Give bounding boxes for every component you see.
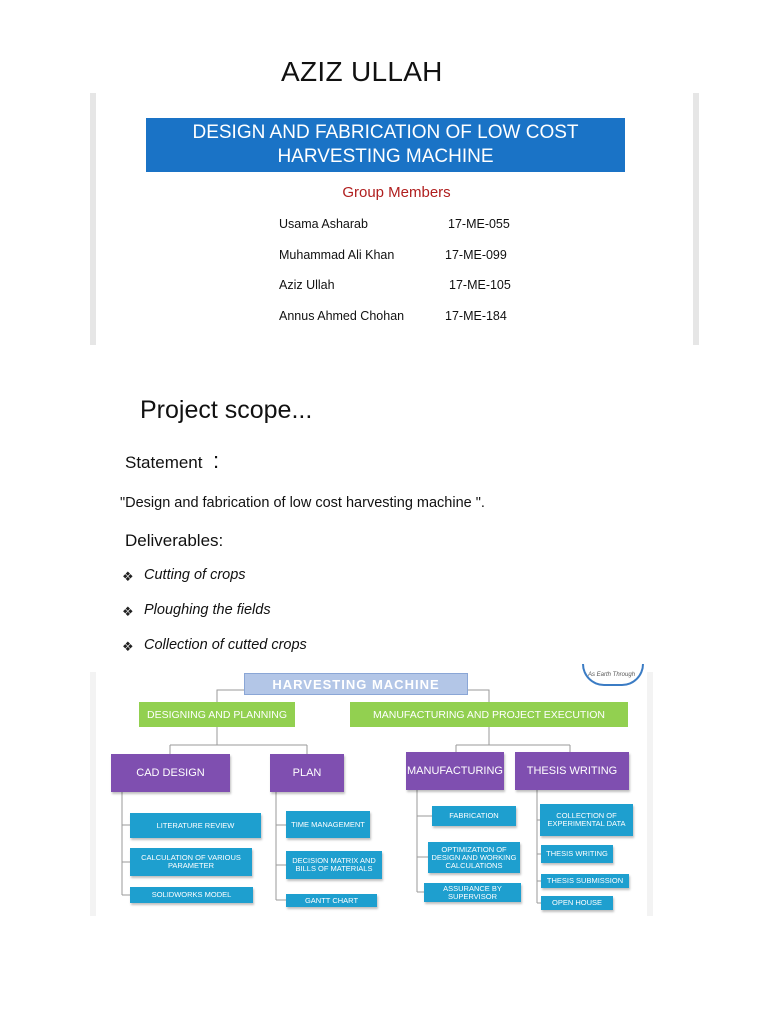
deliverable-item: Collection of cutted crops (144, 637, 307, 653)
member-name: Aziz Ullah (279, 278, 335, 292)
project-scope-heading: Project scope... (140, 396, 313, 424)
plan-node: PLAN (270, 754, 344, 792)
chart-leaf-node: FABRICATION (432, 806, 516, 826)
chart-leaf-node: SOLIDWORKS MODEL (130, 887, 253, 903)
chart-leaf-node: THESIS SUBMISSION (541, 874, 629, 888)
slide-title-line-2: HARVESTING MACHINE (277, 146, 494, 167)
author-name: AZIZ ULLAH (281, 56, 443, 87)
chart-leaf-node: THESIS WRITING (541, 845, 613, 863)
member-id: 17-ME-184 (445, 309, 507, 323)
member-name: Usama Asharab (279, 217, 368, 231)
chart-leaf-node: GANTT CHART (286, 894, 377, 907)
cad-design-node: CAD DESIGN (111, 754, 230, 792)
chart-leaf-node: LITERATURE REVIEW (130, 813, 261, 838)
chart-leaf-node: OPEN HOUSE (541, 896, 613, 910)
group-members-heading: Group Members (342, 184, 451, 201)
slide-title-line-1: DESIGN AND FABRICATION OF LOW COST (192, 122, 579, 143)
statement-colon: : (213, 448, 220, 473)
chart-leaf-node: CALCULATION OF VARIOUS PARAMETER (130, 848, 252, 876)
chart-leaf-node: COLLECTION OF EXPERIMENTAL DATA (540, 804, 633, 836)
member-name: Muhammad Ali Khan (279, 248, 395, 262)
chart-root-node: HARVESTING MACHINE (244, 673, 468, 695)
diamond-bullet-icon: ❖ (122, 604, 134, 619)
member-id: 17-ME-055 (448, 217, 510, 231)
diamond-bullet-icon: ❖ (122, 639, 134, 654)
deliverable-item: Ploughing the fields (144, 602, 271, 618)
chart-leaf-node: OPTIMIZATION OF DESIGN AND WORKING CALCULATIONS (428, 842, 520, 873)
statement-text: "Design and fabrication of low cost harvesting machine ". (120, 495, 485, 511)
statement-label: Statement (125, 453, 203, 472)
diamond-bullet-icon: ❖ (122, 569, 134, 584)
chart-leaf-node: TIME MANAGEMENT (286, 811, 370, 838)
designing-planning-node: DESIGNING AND PLANNING (139, 702, 295, 727)
chart-leaf-node: ASSURANCE BY SUPERVISOR (424, 883, 521, 902)
thesis-writing-node: THESIS WRITING (515, 752, 629, 790)
member-name: Annus Ahmed Chohan (279, 309, 405, 323)
deliverables-label: Deliverables: (125, 531, 224, 550)
logo-motto: As Earth Through (588, 672, 636, 678)
member-id: 17-ME-099 (445, 248, 507, 262)
manufacturing-execution-node: MANUFACTURING AND PROJECT EXECUTION (350, 702, 628, 727)
deliverable-item: Cutting of crops (144, 567, 246, 583)
manufacturing-node: MANUFACTURING (406, 752, 504, 790)
member-id: 17-ME-105 (449, 278, 511, 292)
chart-leaf-node: DECISION MATRIX AND BILLS OF MATERIALS (286, 851, 382, 879)
